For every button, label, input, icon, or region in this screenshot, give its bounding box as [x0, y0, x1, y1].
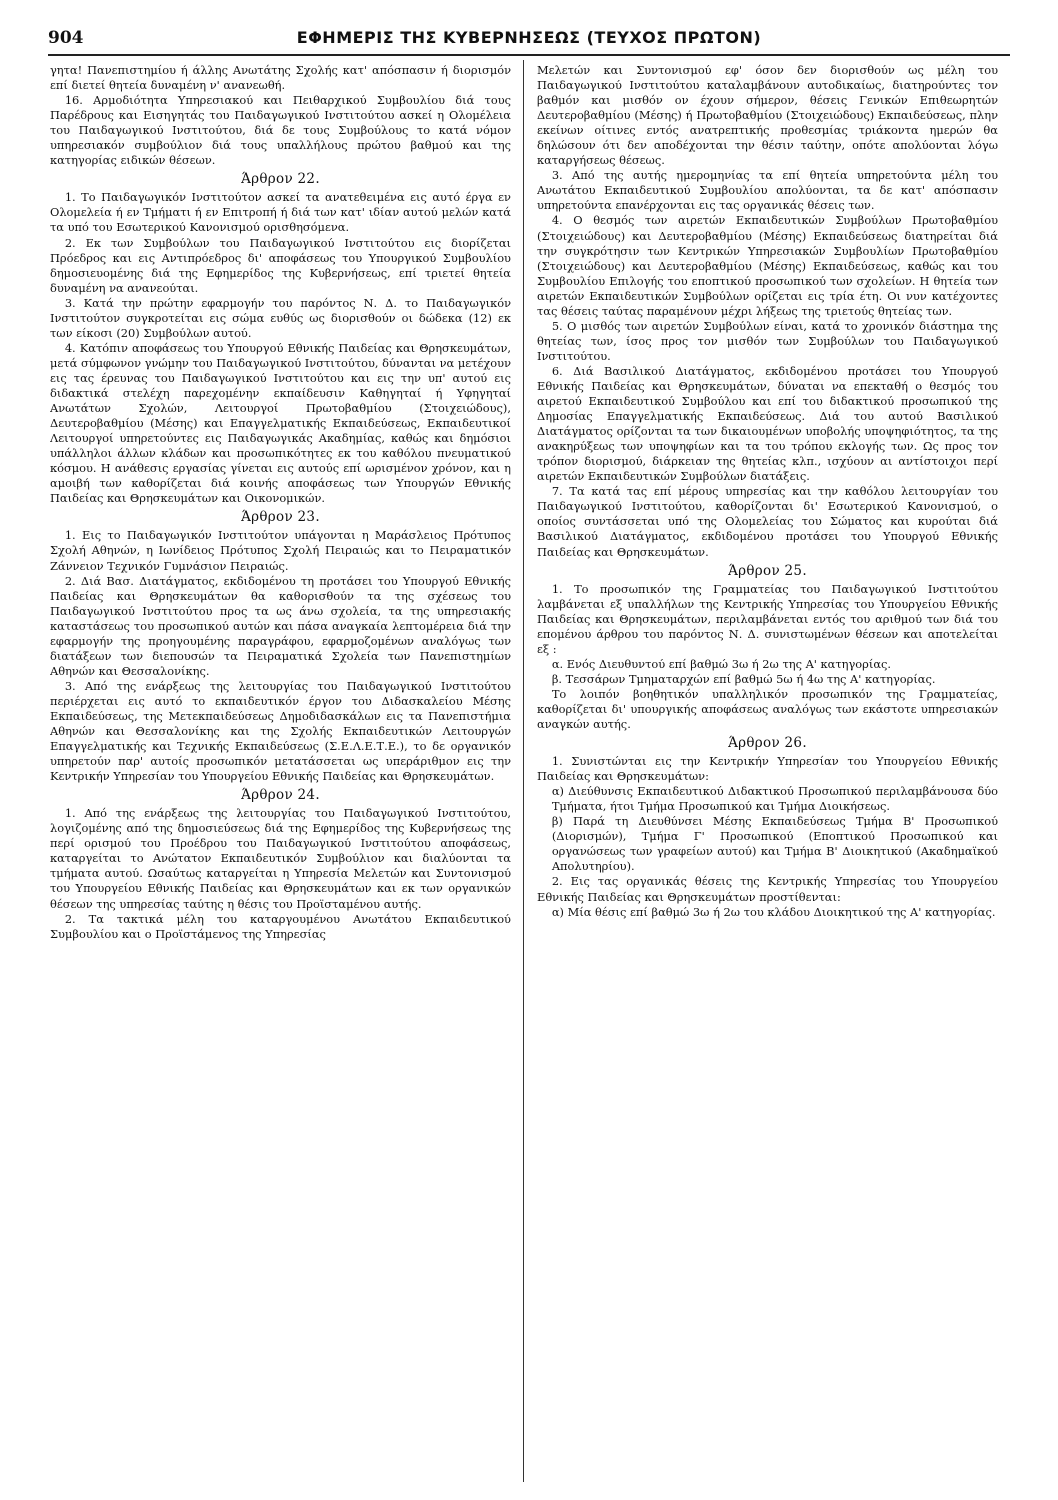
- paragraph: 3. Από της αυτής ημερομηνίας τα επί θητεία υπηρετούντα μέλη του Ανωτάτου Εκπαιδευτικού Συμβουλίου απολύονται, τα δε κατ' απόσπασιν υπηρετούντα επανέρχονται εις τας οργανικάς θέσεις των.: [537, 168, 998, 213]
- paragraph: 4. Ο θεσμός των αιρετών Εκπαιδευτικών Συμβούλων Πρωτοβαθμίου (Στοιχειώδους) και Δευτεροβαθμίου (Μέσης) Εκπαιδεύσεως διατηρείται διά την συγκρότησιν των Κεντρικών Υπηρεσιακών Συμβουλίων Πρωτοβαθμίου (Στοιχειώδους) και Δευτεροβαθμίου (Μέσης) Εκπαιδεύσεως, καθώς και του Συμβουλίου Επιλογής του εποπτικού προσωπικού των σχολείων. Η θητεία των αιρετών Εκπαιδευτικών Συμβούλων ορίζεται εις τρία έτη. Οι νυν κατέχοντες τας θέσεις ταύτας παραμένουν μέχρι λήξεως της τριετούς θητείας των.: [537, 213, 998, 318]
- list-item: β. Τεσσάρων Τμηματαρχών επί βαθμώ 5ω ή 4ω της Α' κατηγορίας.: [551, 671, 936, 686]
- page-number: 904: [48, 28, 84, 48]
- list-item: β) Παρά τη Διευθύνσει Μέσης Εκπαιδεύσεως Τμήμα Β' Προσωπικού (Διορισμών), Τμήμα Γ' Προσωπικού (Εποπτικού Προσωπικού και οργανώσεως των γραφείων αυτού) και Τμήμα Β' Διοικητικού (Ακαδημαϊκού Απολυτηρίου).: [551, 814, 998, 874]
- paragraph: 7. Τα κατά τας επί μέρους υπηρεσίας και την καθόλου λειτουργίαν του Παιδαγωγικού Ινστιτούτου, καθορίζονται δι' Εσωτερικού Κανονισμού, ο οποίος συντάσσεται υπό της Ολομελείας του Σώματος και κυρούται διά Βασιλικού Διατάγματος, εκδιδομένου προτάσει του Υπουργού Εθνικής Παιδείας και Θρησκευμάτων.: [537, 484, 998, 559]
- paragraph: 5. Ο μισθός των αιρετών Συμβούλων είναι, κατά το χρονικόν διάστημα της θητείας των, ίσος προς τον μισθόν των Συμβούλων του Παιδαγωγικού Ινστιτούτου.: [537, 318, 998, 363]
- article-23-heading: Άρθρον 23.: [241, 509, 320, 526]
- paragraph: 3. Κατά την πρώτην εφαρμογήν του παρόντος Ν. Δ. το Παιδαγωγικόν Ινστιτούτον συγκροτείται εις σώμα ευθύς ως διορισθούν οι δώδεκα (12) εκ των είκοσι (20) Συμβούλων αυτού.: [50, 295, 511, 340]
- column-divider: [523, 60, 524, 1482]
- paragraph: 4. Κατόπιν αποφάσεως του Υπουργού Εθνικής Παιδείας και Θρησκευμάτων, μετά σύμφωνον γνώμην του Παιδαγωγικού Ινστιτούτου, δύνανται να μετέχουν εις τας έρευνας του Παιδαγωγικού Ινστιτούτου και εις την υπ' αυτού εις διδακτικά στελέχη παρεχομένην εκπαίδευσιν Καθηγηταί ή Υφηγηταί Ανωτάτων Σχολών, Λειτουργοί Πρωτοβαθμίου (Στοιχειώδους), Δευτεροβαθμίου (Μέσης) και Επαγγελματικής Εκπαιδεύσεως, Εκπαιδευτικοί Λειτουργοί υπηρετούντες εις Παιδαγωγικάς Ακαδημίας, καθώς και δημόσιοι υπάλληλοι άλλων κλάδων και προσωπικότητες εκ του καθόλου πνευματικού κόσμου. Η ανάθεσις εργασίας γίνεται εις αυτούς επί ωρισμένον χρόνον, και η αμοιβή των καθορίζεται διά κοινής αποφάσεως των Υπουργών Εθνικής Παιδείας και Θρησκευμάτων και Οικονομικών.: [50, 340, 511, 506]
- article-24-heading: Άρθρον 24.: [241, 787, 320, 804]
- paragraph: 1. Το Παιδαγωγικόν Ινστιτούτον ασκεί τα ανατεθειμένα εις αυτό έργα εν Ολομελεία ή εν Τμήματι ή εν Επιτροπή ή διά των κατ' ιδίαν αυτού μελών κατά τα υπό του Εσωτερικού Κανονισμού ορισθησόμενα.: [50, 190, 511, 235]
- article-26-heading: Άρθρον 26.: [728, 735, 807, 752]
- paragraph: 1. Το προσωπικόν της Γραμματείας του Παιδαγωγικού Ινστιτούτου λαμβάνεται εξ υπαλλήλων της Κεντρικής Υπηρεσίας του Υπουργείου Εθνικής Παιδείας και Θρησκευμάτων, περιλαμβάνεται εντός του αριθμού των διά του επομένου άρθρου του παρόντος Ν. Δ. συνιστωμένων θέσεων και αποτελείται εξ :: [537, 581, 998, 656]
- right-column: [537, 63, 998, 1482]
- article-22-heading: Άρθρον 22.: [241, 171, 320, 188]
- page-header: [48, 28, 1010, 52]
- gazette-title: ΕΦΗΜΕΡΙΣ ΤΗΣ ΚΥΒΕΡΝΗΣΕΩΣ (ΤΕΥΧΟΣ ΠΡΩΤΟΝ): [296, 28, 762, 47]
- paragraph: 1. Εις το Παιδαγωγικόν Ινστιτούτον υπάγονται η Μαράσλειος Πρότυπος Σχολή Αθηνών, η Ιωνίδειος Πρότυπος Σχολή Πειραιώς και το Πειραματικόν Ζάννειον Τεχνικόν Γυμνάσιον Πειραιώς.: [50, 528, 511, 573]
- article-25-heading: Άρθρον 25.: [728, 562, 807, 579]
- list-item: α. Ενός Διευθυντού επί βαθμώ 3ω ή 2ω της Α' κατηγορίας.: [551, 656, 892, 671]
- paragraph: 16. Αρμοδιότητα Υπηρεσιακού και Πειθαρχικού Συμβουλίου διά τους Παρέδρους και Εισηγητάς του Παιδαγωγικού Ινστιτούτου ασκεί η Ολομέλεια του Παιδαγωγικού Ινστιτούτου, διά δε τους Συμβούλους το κατά νόμον υπηρεσιακόν συμβούλιον διά τους υπαλλήλους πρώτου βαθμού και της κατηγορίας ειδικών θέσεων.: [50, 93, 511, 168]
- paragraph: 2. Τα τακτικά μέλη του καταργουμένου Ανωτάτου Εκπαιδευτικού Συμβουλίου και ο Προϊστάμενος της Υπηρεσίας: [50, 911, 511, 941]
- paragraph: 2. Διά Βασ. Διατάγματος, εκδιδομένου τη προτάσει του Υπουργού Εθνικής Παιδείας και Θρησκευμάτων θα καθορισθούν τα της σχέσεως του Παιδαγωγικού Ινστιτούτου προς τα ως άνω σχολεία, τα της υπηρεσιακής καταστάσεως του προσωπικού αυτών και πάσα αναγκαία λεπτομέρεια διά την εφαρμογήν της προηγουμένης παραγράφου, εφαρμοζομένων αναλόγως των διατάξεων των διεπουσών τα Πειραματικά Σχολεία των Πανεπιστημίων Αθηνών και Θεσσαλονίκης.: [50, 573, 511, 678]
- paragraph: Το λοιπόν βοηθητικόν υπαλληλικόν προσωπικόν της Γραμματείας, καθορίζεται δι' υπουργικής αποφάσεως αναλόγως των εκάστοτε υπηρεσιακών αναγκών αυτής.: [537, 686, 998, 732]
- header-rule: [48, 54, 1010, 56]
- paragraph: 1. Συνιστώνται εις την Κεντρικήν Υπηρεσίαν του Υπουργείου Εθνικής Παιδείας και Θρησκευμάτων:: [537, 754, 998, 784]
- paragraph: 3. Από της ενάρξεως της λειτουργίας του Παιδαγωγικού Ινστιτούτου περιέρχεται εις αυτό το εκπαιδευτικόν έργον του Διδασκαλείου Μέσης Εκπαιδεύσεως, της Μετεκπαιδεύσεως Δημοδιδασκάλων εις τα Πανεπιστήμια Αθηνών και Θεσσαλονίκης και της Σχολής Εκπαιδευτικών Λειτουργών Επαγγελματικής και Τεχνικής Εκπαιδεύσεως (Σ.Ε.Λ.Ε.Τ.Ε.), το δε οργανικόν υπηρετούν παρ' αυτοίς προσωπικόν μετατάσσεται ως υπεράριθμον εις την Κεντρικήν Υπηρεσίαν του Υπουργείου Εθνικής Παιδείας και Θρησκευμάτων.: [50, 678, 511, 784]
- paragraph: γητα! Πανεπιστημίου ή άλλης Ανωτάτης Σχολής κατ' απόσπασιν ή διορισμόν επί διετεί θητεία δυναμένη ν' ανανεωθή.: [50, 63, 511, 93]
- left-column: [50, 63, 511, 1482]
- paragraph: 6. Διά Βασιλικού Διατάγματος, εκδιδομένου προτάσει του Υπουργού Εθνικής Παιδείας και Θρησκευμάτων, δύναται να επεκταθή ο θεσμός του αιρετού Εκπαιδευτικού Συμβούλου και επί του διδακτικού προσωπικού της Δημοσίας Επαγγελματικής Εκπαιδεύσεως. Διά του αυτού Βασιλικού Διατάγματος ορίζονται τα των δικαιουμένων υποβολής υποψηφιότητος, τα της ανακηρύξεως των υποψηφίων και τα του τρόπου εκλογής των. Ως προς τον τρόπον διορισμού, διάρκειαν της θητείας κλπ., ισχύουν αι αντίστοιχοι περί αιρετών Εκπαιδευτικών Συμβούλων διατάξεις.: [537, 363, 998, 484]
- paragraph: Μελετών και Συντονισμού εφ' όσον δεν διορισθούν ως μέλη του Παιδαγωγικού Ινστιτούτου καταλαμβάνουν αυτοδικαίως, διατηρούντες τον βαθμόν και μισθόν ον έχουν σήμερον, θέσεις Γενικών Επιθεωρητών Δευτεροβαθμίου (Μέσης) ή Πρωτοβαθμίου (Στοιχειώδους) Εκπαιδεύσεως, πλην εκείνων οίτινες εντός ανατρεπτικής προθεσμίας τριάκοντα ημερών θα δηλώσουν ότι δεν αποδέχονται την θέσιν ταύτην, οπότε απολύονται λόγω καταργήσεως θέσεως.: [537, 63, 998, 168]
- paragraph: 2. Εκ των Συμβούλων του Παιδαγωγικού Ινστιτούτου εις διορίζεται Πρόεδρος και εις Αντιπρόεδρος δι' αποφάσεως του Υπουργικού Συμβουλίου δημοσιευομένης διά της Εφημερίδος της Κυβερνήσεως, επί τριετεί θητεία δυναμένη να ανανεούται.: [50, 235, 511, 295]
- paragraph: 1. Από της ενάρξεως της λειτουργίας του Παιδαγωγικού Ινστιτούτου, λογιζομένης από της δημοσιεύσεως διά της Εφημερίδος της Κυβερνήσεως της περί ορισμού του Προέδρου του Παιδαγωγικού Ινστιτούτου αποφάσεως, καταργείται το Ανώτατον Εκπαιδευτικόν Συμβούλιον και διαλύονται τα τμήματα αυτού. Ωσαύτως καταργείται η Υπηρεσία Μελετών και Συντονισμού του Υπουργείου Εθνικής Παιδείας και Θρησκευμάτων και εκ των οργανικών θέσεων της υπηρεσίας ταύτης η θέσις του Προϊσταμένου αυτής.: [50, 806, 511, 911]
- list-item: α) Μία θέσις επί βαθμώ 3ω ή 2ω του κλάδου Διοικητικού της Α' κατηγορίας.: [551, 904, 996, 919]
- list-item: α) Διεύθυνσις Εκπαιδευτικού Διδακτικού Προσωπικού περιλαμβάνουσα δύο Τμήματα, ήτοι Τμήμα Προσωπικού και Τμήμα Διοικήσεως.: [551, 784, 998, 814]
- paragraph: 2. Εις τας οργανικάς θέσεις της Κεντρικής Υπηρεσίας του Υπουργείου Εθνικής Παιδείας και Θρησκευμάτων προστίθενται:: [537, 874, 998, 904]
